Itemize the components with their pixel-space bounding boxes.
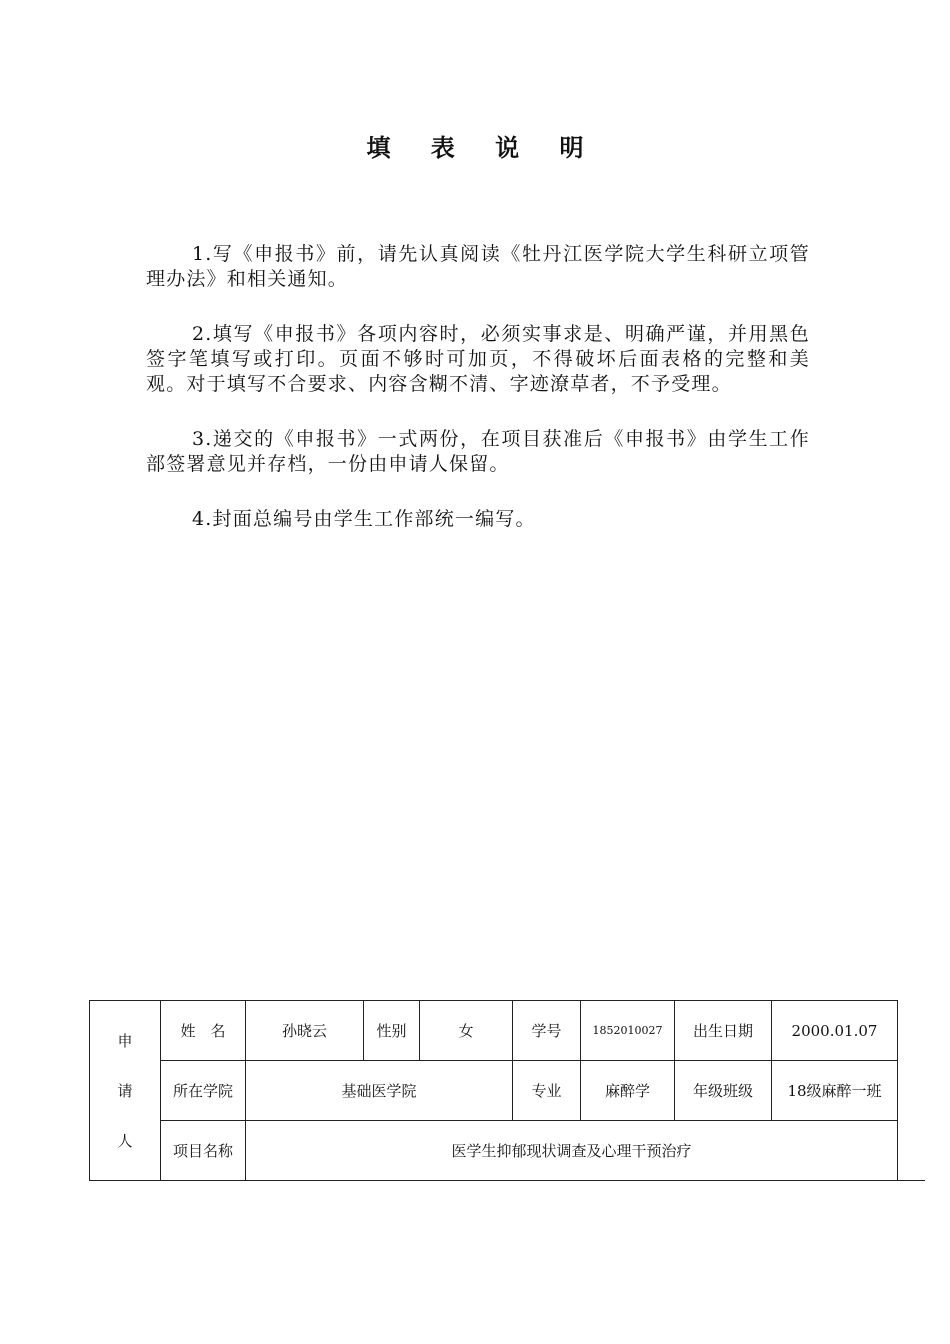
table-edge-line xyxy=(897,1180,925,1181)
instruction-2: 2.填写《申报书》各项内容时，必须实事求是、明确严谨，并用黑色签字笔填写或打印。页面不够时可加页，不得破坏后面表格的完整和美观。对于填写不合要求、内容含糊不清、字迹潦草者，不予受理。 xyxy=(146,323,810,395)
student-id-value: 1852010027 xyxy=(581,1001,675,1061)
gender-value: 女 xyxy=(420,1001,513,1061)
student-id-label: 学号 xyxy=(513,1001,581,1061)
instruction-4: 4.封面总编号由学生工作部统一编写。 xyxy=(192,508,536,530)
birth-label: 出生日期 xyxy=(675,1001,772,1061)
class-value: 18级麻醉一班 xyxy=(772,1061,898,1121)
major-value: 麻醉学 xyxy=(581,1061,675,1121)
birth-value: 2000.01.07 xyxy=(772,1001,898,1061)
side-char-1: 申 xyxy=(117,1031,133,1050)
page-title: 填 表 说 明 xyxy=(366,134,600,162)
class-label: 年级班级 xyxy=(675,1061,772,1121)
instructions xyxy=(146,242,810,562)
gender-label: 性别 xyxy=(364,1001,420,1061)
college-value: 基础医学院 xyxy=(246,1061,513,1121)
instruction-3: 3.递交的《申报书》一式两份，在项目获准后《申报书》由学生工作部签署意见并存档，一份由申请人保留。 xyxy=(146,428,810,475)
college-label: 所在学院 xyxy=(161,1061,246,1121)
major-label: 专业 xyxy=(513,1061,581,1121)
applicant-side-label xyxy=(90,1001,161,1181)
side-char-3: 人 xyxy=(117,1131,133,1150)
side-char-2: 请 xyxy=(117,1081,133,1100)
name-label: 姓 名 xyxy=(161,1001,246,1061)
name-value: 孙晓云 xyxy=(246,1001,364,1061)
project-label: 项目名称 xyxy=(161,1121,246,1181)
instruction-1: 1.写《申报书》前，请先认真阅读《牡丹江医学院大学生科研立项管理办法》和相关通知。 xyxy=(146,243,810,290)
project-value: 医学生抑郁现状调查及心理干预治疗 xyxy=(246,1121,898,1181)
applicant-table xyxy=(89,1000,898,1181)
